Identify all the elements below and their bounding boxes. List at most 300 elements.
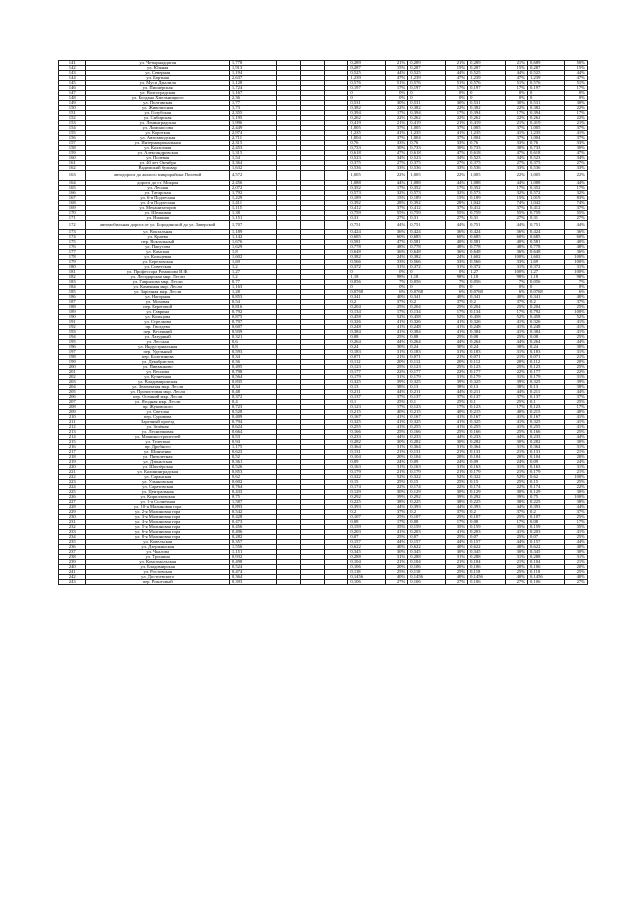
road-length: 0,77: [229, 280, 276, 285]
percent-d: 25%: [565, 535, 588, 540]
value-c: 0,0768: [468, 290, 505, 295]
percent-d: 51%: [565, 81, 588, 86]
road-name: ул. Интернациональная: [86, 141, 229, 146]
value-a: 0,287: [348, 66, 385, 71]
value-c: 0,08: [468, 335, 505, 340]
value-c: 0: [468, 91, 505, 96]
document-sheet: [58, 60, 588, 585]
percent-c: 21%: [505, 560, 527, 565]
percent-a: 47%: [385, 76, 407, 81]
road-length: 0,939: [229, 330, 276, 335]
percent-b: 15%: [445, 66, 467, 71]
percent-c: 30%: [505, 101, 527, 106]
percent-a: 44%: [385, 71, 407, 76]
percent-d: 21%: [565, 121, 588, 126]
row-number: 179: [59, 260, 86, 265]
value-d: 0,131: [528, 450, 565, 455]
value-b: 0,215: [408, 410, 445, 415]
percent-a: 40%: [385, 295, 407, 300]
value-c: 0,282: [468, 440, 505, 445]
road-name: ул. Кузнечная: [86, 375, 229, 380]
value-d: 0,536: [528, 166, 565, 171]
row-number: 186: [59, 295, 86, 300]
table-body: [59, 61, 588, 585]
value-c: 0,123: [468, 365, 505, 370]
value-d: 1,005: [528, 171, 565, 181]
value-d: 0,2: [528, 300, 565, 305]
percent-d: 31%: [565, 265, 588, 270]
percent-c: 41%: [505, 325, 527, 330]
percent-a: 44%: [385, 435, 407, 440]
percent-b: 44%: [445, 220, 467, 230]
percent-c: 40%: [505, 545, 527, 550]
percent-d: 48%: [565, 245, 588, 250]
percent-d: 41%: [565, 320, 588, 325]
row-number: 147: [59, 91, 86, 96]
percent-a: 31%: [385, 350, 407, 355]
road-length: 2,072: [229, 185, 276, 190]
value-c: 1,004: [468, 136, 505, 141]
value-c: 0,31: [468, 215, 505, 220]
percent-d: 31%: [565, 375, 588, 380]
road-name: ул. Стрелкова: [86, 320, 229, 325]
percent-a: 38%: [385, 385, 407, 390]
value-b: 0,106: [408, 580, 445, 585]
value-d: 0,778: [528, 245, 565, 250]
road-length: 1,38: [229, 210, 276, 215]
value-b: 1,088: [408, 180, 445, 185]
road-name: ул. Ульяновская: [86, 480, 229, 485]
percent-b: 0%: [445, 91, 467, 96]
percent-b: 33%: [445, 260, 467, 265]
percent-b: 24%: [445, 255, 467, 260]
percent-a: 30%: [385, 345, 407, 350]
percent-d: 30%: [565, 345, 588, 350]
value-a: 0,536: [348, 166, 385, 171]
value-a: 0,566: [348, 260, 385, 265]
road-name: ул. Советская: [86, 265, 229, 270]
percent-c: 38%: [505, 500, 527, 505]
percent-c: 21%: [505, 61, 527, 66]
row-number: 180: [59, 265, 86, 270]
percent-d: 21%: [565, 450, 588, 455]
table-row: [59, 171, 588, 181]
road-name: ул. Моховая: [86, 300, 229, 305]
percent-a: 24%: [385, 255, 407, 260]
value-d: 0,15: [528, 480, 565, 485]
value-c: 0,289: [468, 61, 505, 66]
value-d: 0,203: [528, 530, 565, 535]
road-name: ул. Декабристов: [86, 360, 229, 365]
value-a: 0,364: [348, 445, 385, 450]
value-c: 0,685: [468, 235, 505, 240]
road-length: 1,27: [229, 270, 276, 275]
percent-a: 27%: [385, 215, 407, 220]
percent-b: 52%: [445, 475, 467, 480]
percent-b: 40%: [445, 295, 467, 300]
value-b: 0,576: [408, 81, 445, 86]
value-a: 0,104: [348, 560, 385, 565]
value-a: 0,282: [348, 440, 385, 445]
percent-c: 17%: [505, 185, 527, 190]
percent-d: 52%: [565, 315, 588, 320]
value-c: 0: [468, 285, 505, 290]
value-b: 0,137: [408, 395, 445, 400]
percent-b: 47%: [445, 151, 467, 156]
road-length: 1,163: [229, 285, 276, 290]
value-b: 0,248: [408, 325, 445, 330]
value-a: 0,458: [348, 315, 385, 320]
percent-c: 44%: [505, 220, 527, 230]
road-name: ул. Дзиньзская: [86, 460, 229, 465]
value-c: 0,174: [468, 485, 505, 490]
percent-b: 41%: [445, 425, 467, 430]
road-name: пер. Болотинова: [86, 355, 229, 360]
percent-b: 22%: [445, 370, 467, 375]
percent-a: 32%: [385, 190, 407, 195]
percent-c: 31%: [505, 465, 527, 470]
value-b: 0,204: [408, 305, 445, 310]
percent-a: 41%: [385, 320, 407, 325]
value-d: 0,689: [528, 61, 565, 66]
percent-a: 37%: [385, 136, 407, 141]
road-length: 2,315: [229, 141, 276, 146]
percent-d: 35%: [565, 525, 588, 530]
value-b: 0,131: [408, 450, 445, 455]
row-number: 151: [59, 111, 86, 116]
percent-a: 41%: [385, 425, 407, 430]
percent-d: 44%: [565, 180, 588, 185]
value-b: 0,1456: [408, 575, 445, 580]
percent-d: 25%: [565, 570, 588, 575]
value-a: 0,106: [348, 580, 385, 585]
road-length: 3,364: [229, 161, 276, 166]
road-name: ул. Чкалова: [86, 550, 229, 555]
road-name: ул. Бладимирская: [86, 565, 229, 570]
percent-b: 17%: [445, 86, 467, 91]
road-name: ул. Достоевского: [86, 575, 229, 580]
value-c: 0,573: [468, 190, 505, 195]
value-c: 0,2: [468, 300, 505, 305]
value-c: 0,183: [468, 350, 505, 355]
value-d: 0,179: [528, 470, 565, 475]
row-number: 221: [59, 470, 86, 475]
value-d: 0,424: [528, 230, 565, 235]
value-a: 0,2: [348, 300, 385, 305]
percent-b: 0%: [445, 96, 467, 101]
road-length: 1,142: [229, 235, 276, 240]
value-a: 0: [348, 270, 385, 275]
value-c: 0,419: [468, 121, 505, 126]
value-d: 0,576: [528, 81, 565, 86]
value-d: 0,326: [528, 320, 565, 325]
percent-c: 30%: [505, 490, 527, 495]
percent-b: 40%: [445, 410, 467, 415]
percent-b: 17%: [445, 185, 467, 190]
percent-c: 37%: [505, 205, 527, 210]
percent-c: 25%: [505, 335, 527, 340]
percent-a: 40%: [385, 545, 407, 550]
value-a: 0,08: [348, 520, 385, 525]
value-d: 0,157: [528, 540, 565, 545]
row-number: 237: [59, 550, 86, 555]
row-number: 143: [59, 71, 86, 76]
value-b: 0,0768: [408, 290, 445, 295]
value-c: 0,622: [468, 545, 505, 550]
percent-d: 30%: [565, 146, 588, 151]
value-c: 0,1: [468, 400, 505, 405]
value-d: 0,751: [528, 220, 565, 230]
percent-b: 27%: [445, 215, 467, 220]
percent-a: 15%: [385, 195, 407, 200]
percent-c: 20%: [505, 565, 527, 570]
percent-b: 31%: [445, 555, 467, 560]
value-d: 0,394: [528, 111, 565, 116]
row-number: 188: [59, 305, 86, 310]
road-length: 0,764: [229, 485, 276, 490]
percent-a: 25%: [385, 570, 407, 575]
value-c: 1,005: [468, 171, 505, 181]
road-length: 0,357: [229, 540, 276, 545]
road-length: 0,723: [229, 405, 276, 410]
percent-c: 34%: [505, 156, 527, 161]
percent-c: 36%: [505, 250, 527, 255]
percent-d: 37%: [565, 126, 588, 131]
row-number: 167: [59, 195, 86, 200]
percent-a: 40%: [385, 575, 407, 580]
row-number: 144: [59, 76, 86, 81]
road-name: ул. Сибирская: [86, 116, 229, 121]
percent-c: 22%: [505, 171, 527, 181]
value-a: 0,264: [348, 340, 385, 345]
value-c: 0,287: [468, 66, 505, 71]
value-b: 0,382: [408, 106, 445, 111]
value-d: 0,622: [528, 545, 565, 550]
percent-c: 44%: [505, 180, 527, 185]
value-c: 0,107: [468, 515, 505, 520]
percent-a: 47%: [385, 151, 407, 156]
value-b: 0,566: [408, 260, 445, 265]
value-c: 0,566: [468, 260, 505, 265]
road-length: 2,449: [229, 126, 276, 131]
value-b: 0,225: [408, 500, 445, 505]
road-length: 0,428: [229, 515, 276, 520]
road-name: ул. Ломоносова: [86, 126, 229, 131]
value-d: 0,75: [528, 495, 565, 500]
percent-c: 20%: [505, 455, 527, 460]
percent-a: 22%: [385, 485, 407, 490]
road-name: ул. Индустриальная: [86, 345, 229, 350]
road-length: 1,167: [229, 91, 276, 96]
road-length: 0,53: [229, 435, 276, 440]
percent-c: 47%: [505, 151, 527, 156]
value-c: 0,225: [468, 500, 505, 505]
road-length: 1,315: [229, 151, 276, 156]
percent-a: 21%: [385, 121, 407, 126]
percent-a: 0%: [385, 270, 407, 275]
road-name: ул. Папусова: [86, 245, 229, 250]
percent-c: 44%: [505, 435, 527, 440]
value-a: 0,071: [348, 355, 385, 360]
road-length: 0,62: [229, 475, 276, 480]
value-b: 0,581: [408, 240, 445, 245]
percent-b: 22%: [445, 485, 467, 490]
value-d: 0: [528, 285, 565, 290]
percent-b: 21%: [445, 560, 467, 565]
row-number: 211: [59, 420, 86, 425]
value-a: 0,384: [348, 330, 385, 335]
value-c: 1,18: [468, 275, 505, 280]
value-a: 0,166: [348, 430, 385, 435]
percent-c: 33%: [505, 141, 527, 146]
percent-a: 37%: [385, 126, 407, 131]
row-number: 207: [59, 400, 86, 405]
row-number: 182: [59, 275, 86, 280]
value-a: 0,322: [348, 475, 385, 480]
percent-c: 25%: [505, 570, 527, 575]
value-c: 0,131: [468, 450, 505, 455]
value-d: 0,183: [528, 350, 565, 355]
road-length: 0,372: [229, 395, 276, 400]
value-a: 0,215: [348, 410, 385, 415]
road-name: ул. Лесная: [86, 185, 229, 190]
percent-a: 30%: [385, 440, 407, 445]
value-d: 0,458: [528, 315, 565, 320]
row-number: 224: [59, 485, 86, 490]
percent-d: 25%: [565, 400, 588, 405]
road-length: 0,528: [229, 410, 276, 415]
road-length: 0,524: [229, 565, 276, 570]
row-number: 226: [59, 495, 86, 500]
percent-a: 25%: [385, 365, 407, 370]
value-d: 0,104: [528, 560, 565, 565]
row-number: 187: [59, 300, 86, 305]
percent-c: 41%: [505, 131, 527, 136]
row-number: 142: [59, 66, 86, 71]
road-name: ул. Ростовская: [86, 570, 229, 575]
value-c: 0,118: [468, 570, 505, 575]
percent-b: 30%: [445, 550, 467, 555]
value-b: 0,622: [408, 545, 445, 550]
percent-c: 37%: [505, 395, 527, 400]
row-number: 238: [59, 555, 86, 560]
percent-d: 31%: [565, 350, 588, 355]
percent-d: 39%: [565, 380, 588, 385]
road-length: 2,974: [229, 131, 276, 136]
value-a: 0: [348, 285, 385, 290]
value-a: 0,134: [348, 310, 385, 315]
road-length: 1,151: [229, 215, 276, 220]
value-d: 0,31: [528, 215, 565, 220]
row-number: 178: [59, 255, 86, 260]
road-length: 2,637: [229, 76, 276, 81]
value-a: 0,382: [348, 106, 385, 111]
road-length: 0,34: [229, 355, 276, 360]
value-d: 0: [528, 96, 565, 101]
row-number: 205: [59, 390, 86, 395]
road-name: ул. Краева: [86, 235, 229, 240]
road-length: 2,36: [229, 96, 276, 101]
percent-a: 30%: [385, 101, 407, 106]
value-d: 0,372: [528, 265, 565, 270]
row-number: 148: [59, 96, 86, 101]
empty-cell: [301, 580, 325, 585]
percent-c: 17%: [505, 310, 527, 315]
value-c: 0,159: [468, 525, 505, 530]
value-c: 0,203: [468, 530, 505, 535]
percent-b: 25%: [445, 430, 467, 435]
value-a: 0,255: [348, 425, 385, 430]
value-d: 0,384: [528, 330, 565, 335]
row-number: 209: [59, 410, 86, 415]
road-name: пер. Весенний: [86, 330, 229, 335]
empty-cell: [277, 580, 301, 585]
value-a: 0,106: [348, 565, 385, 570]
value-c: 0,341: [468, 295, 505, 300]
row-number: 202: [59, 375, 86, 380]
value-c: 1,235: [468, 131, 505, 136]
value-b: 0: [408, 96, 445, 101]
row-number: 212: [59, 425, 86, 430]
percent-d: 37%: [565, 300, 588, 305]
row-number: 223: [59, 480, 86, 485]
percent-a: 31%: [385, 445, 407, 450]
percent-c: 40%: [505, 295, 527, 300]
percent-b: 41%: [445, 320, 467, 325]
value-a: 0,581: [348, 240, 385, 245]
value-b: 0,13: [408, 385, 445, 390]
percent-c: 41%: [505, 330, 527, 335]
percent-c: 22%: [505, 106, 527, 111]
value-a: 0,525: [348, 71, 385, 76]
value-d: 0,215: [528, 410, 565, 415]
percent-a: 41%: [385, 530, 407, 535]
value-d: 0,255: [528, 425, 565, 430]
road-name: ул. Голубская: [86, 111, 229, 116]
value-a: 1,005: [348, 171, 385, 181]
value-d: 0,262: [528, 116, 565, 121]
percent-c: 41%: [505, 530, 527, 535]
value-d: 0,345: [528, 550, 565, 555]
value-b: 0,174: [408, 485, 445, 490]
value-c: 0,733: [468, 146, 505, 151]
percent-c: 35%: [505, 525, 527, 530]
value-d: 0,167: [528, 415, 565, 420]
value-a: 0,159: [348, 525, 385, 530]
percent-a: 17%: [385, 86, 407, 91]
value-a: 0,419: [348, 121, 385, 126]
percent-c: 25%: [505, 515, 527, 520]
value-d: 0,531: [528, 101, 565, 106]
value-d: 0,163: [528, 465, 565, 470]
percent-d: 44%: [565, 540, 588, 545]
value-a: 0,179: [348, 470, 385, 475]
percent-c: 31%: [505, 350, 527, 355]
percent-a: 44%: [385, 180, 407, 185]
percent-d: 22%: [565, 106, 588, 111]
percent-d: 30%: [565, 550, 588, 555]
road-length: 1,69: [229, 260, 276, 265]
row-number: 165: [59, 185, 86, 190]
value-b: 0,536: [408, 166, 445, 171]
road-length: 1,632: [229, 166, 276, 171]
percent-b: 35%: [445, 525, 467, 530]
percent-d: 100%: [565, 475, 588, 480]
value-a: 1,004: [348, 136, 385, 141]
percent-c: 51%: [505, 81, 527, 86]
empty-cell: [301, 220, 325, 230]
value-b: 0,106: [408, 565, 445, 570]
